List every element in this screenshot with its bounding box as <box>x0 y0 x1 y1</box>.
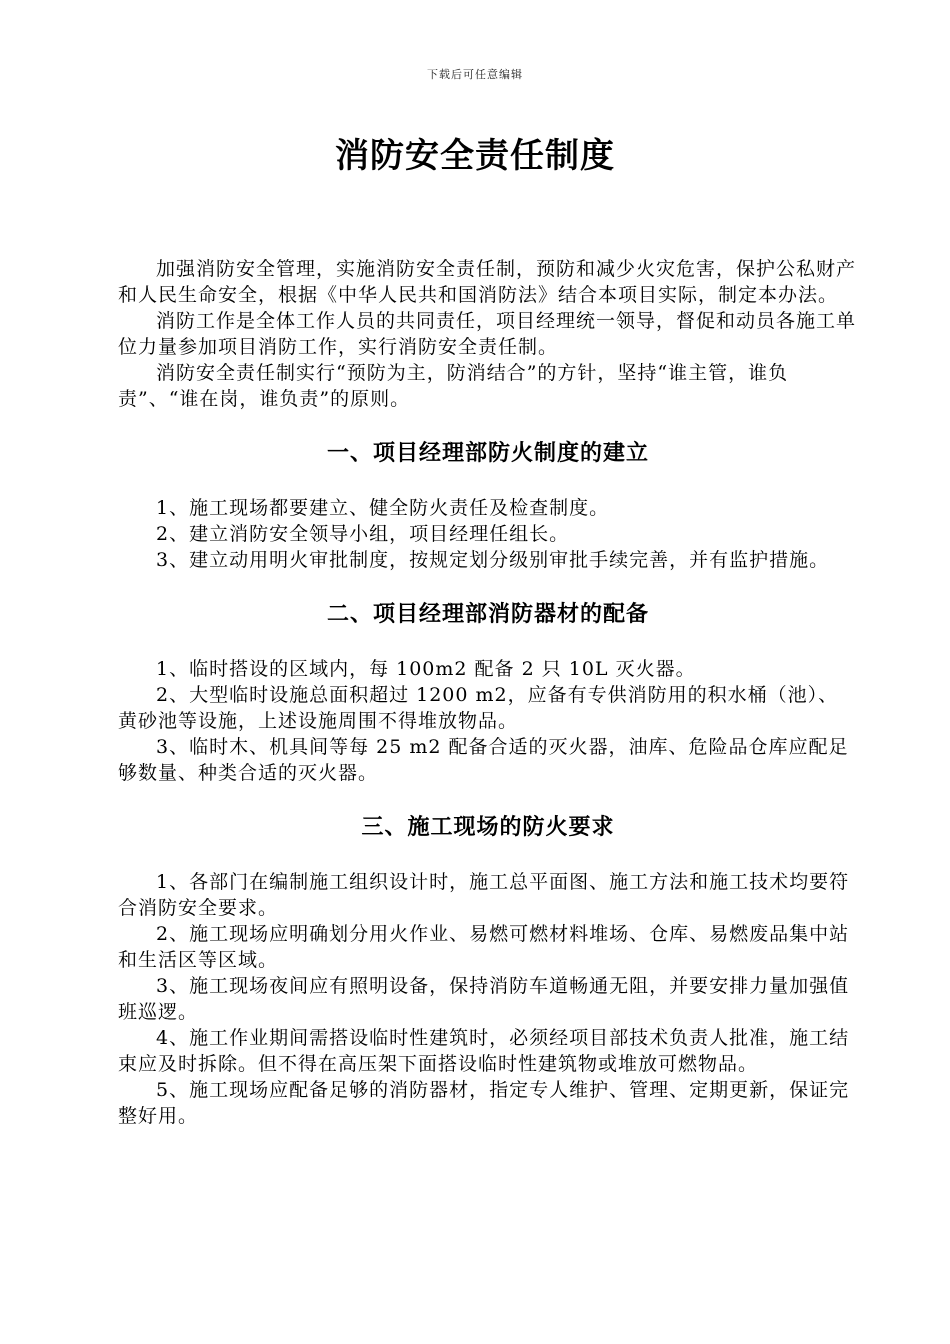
section-3-item: 5、施工现场应配备足够的消防器材，指定专人维护、管理、定期更新，保证完整好用。 <box>118 1079 850 1127</box>
section-heading-1: 一、项目经理部防火制度的建立 <box>326 441 649 466</box>
header-note: 下载后可任意编辑 <box>427 68 523 81</box>
section-1-item: 1、施工现场都要建立、健全防火责任及检查制度。 <box>156 497 610 519</box>
section-2-item: 2、大型临时设施总面积超过 1200 m2，应备有专供消防用的积水桶（池）、黄砂池等设施，上述设施周围不得堆放物品。 <box>118 684 839 732</box>
intro-paragraph: 消防工作是全体工作人员的共同责任，项目经理统一领导，督促和动员各施工单位力量参加项目消防工作，实行消防安全责任制。 <box>118 310 857 358</box>
document-title: 消防安全责任制度 <box>335 136 615 176</box>
section-2-item: 3、临时木、机具间等每 25 m2 配备合适的灭火器，油库、危险品仓库应配足够数量、种类合适的灭火器。 <box>118 736 849 784</box>
intro-paragraph: 加强消防安全管理，实施消防安全责任制，预防和减少火灾危害，保护公私财产和人民生命安全，根据《中华人民共和国消防法》结合本项目实际，制定本办法。 <box>118 258 857 306</box>
section-3-item: 1、各部门在编制施工组织设计时，施工总平面图、施工方法和施工技术均要符合消防安全要求。 <box>118 871 850 919</box>
section-3-item: 3、施工现场夜间应有照明设备，保持消防车道畅通无阻，并要安排力量加强值班巡逻。 <box>118 975 850 1023</box>
section-3-item: 4、施工作业期间需搭设临时性建筑时，必须经项目部技术负责人批准，施工结束应及时拆除。但不得在高压架下面搭设临时性建筑物或堆放可燃物品。 <box>118 1027 850 1075</box>
section-2-item: 1、临时搭设的区域内，每 100m2 配备 2 只 10L 灭火器。 <box>156 658 696 680</box>
section-1-item: 3、建立动用明火审批制度，按规定划分级别审批手续完善，并有监护措施。 <box>156 549 830 571</box>
intro-paragraph: 消防安全责任制实行“预防为主，防消结合”的方针，坚持“谁主管，谁负责”、“谁在岗，谁负责”的原则。 <box>118 362 789 410</box>
section-heading-3: 三、施工现场的防火要求 <box>361 815 615 840</box>
section-1-item: 2、建立消防安全领导小组，项目经理任组长。 <box>156 523 570 545</box>
document-body <box>118 256 858 1129</box>
section-3-item: 2、施工现场应明确划分用火作业、易燃可燃材料堆场、仓库、易燃废品集中站和生活区等区域。 <box>118 923 850 971</box>
section-heading-2: 二、项目经理部消防器材的配备 <box>326 602 649 627</box>
